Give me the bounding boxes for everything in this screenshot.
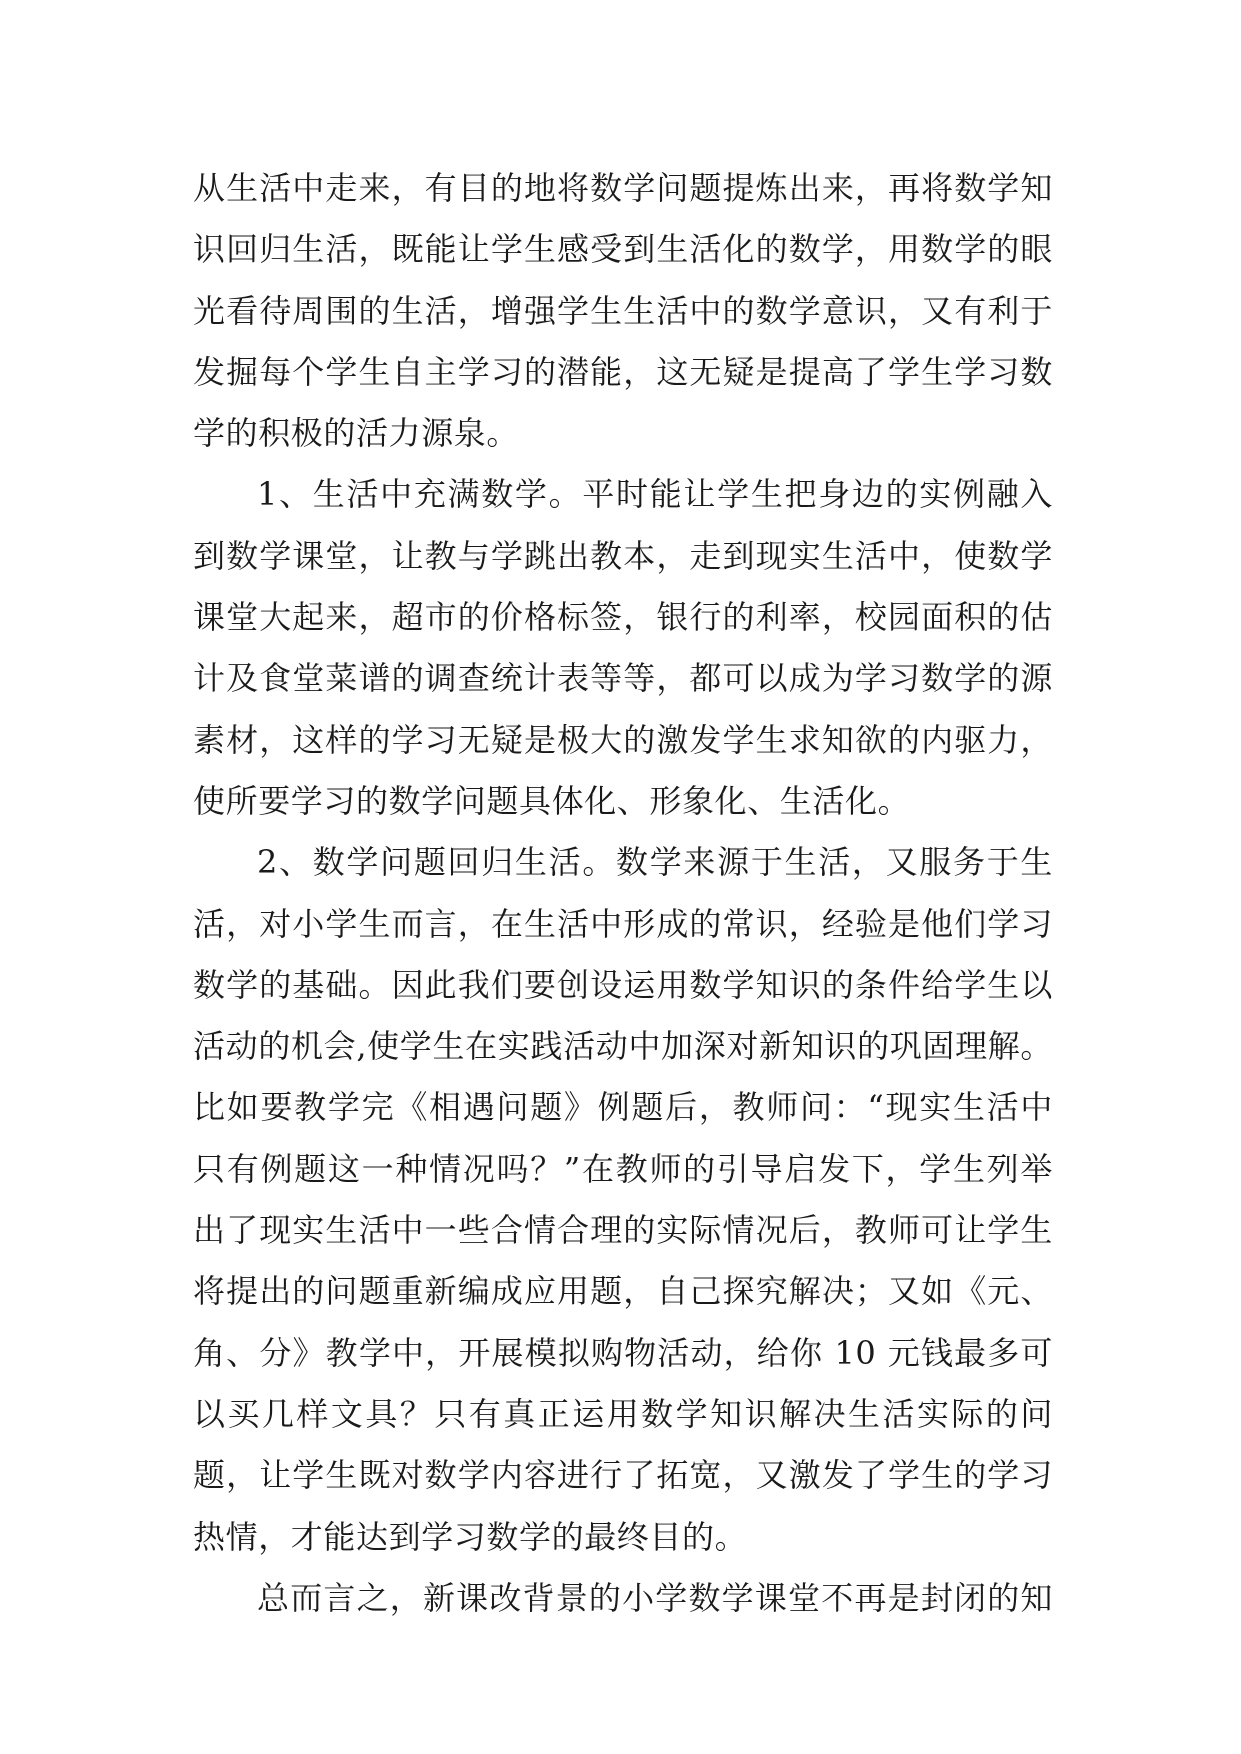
text-line: 总而言之，新课改背景的小学数学课堂不再是封闭的知 [257,1578,1053,1617]
text-line: 从生活中走来，有目的地将数学问题提炼出来，再将数学知 [193,169,1053,207]
text-line: 学的积极的活力源泉。 [193,414,520,453]
body-text [193,158,1053,1629]
text-line: 活动的机会,使学生在实践活动中加深对新知识的巩固理解。 [193,1027,1053,1066]
text-line: 活，对小学生而言，在生活中形成的常识，经验是他们学习 [193,904,1053,943]
text-line: 将提出的问题重新编成应用题，自己探究解决；又如《元、 [193,1272,1053,1311]
text-line: 数学的基础。因此我们要创设运用数学知识的条件给学生以 [193,965,1053,1004]
text-line: 只有例题这一种情况吗？”在教师的引导启发下，学生列举 [193,1149,1053,1188]
text-line: 课堂大起来，超市的价格标签，银行的利率，校园面积的估 [193,598,1053,637]
text-line: 计及食堂菜谱的调查统计表等等，都可以成为学习数学的源 [193,659,1053,698]
text-line: 发掘每个学生自主学习的潜能，这无疑是提高了学生学习数 [193,352,1053,391]
text-line: 角、分》教学中，开展模拟购物活动，给你 10 元钱最多可 [193,1333,1053,1372]
text-line: 比如要教学完《相遇问题》例题后，教师问：“现实生活中 [193,1088,1053,1127]
text-line: 热情，才能达到学习数学的最终目的。 [193,1517,748,1556]
text-line: 题，让学生既对数学内容进行了拓宽，又激发了学生的学习 [193,1456,1053,1495]
text-line: 1、生活中充满数学。平时能让学生把身边的实例融入 [257,475,1053,514]
text-line: 以买几样文具？只有真正运用数学知识解决生活实际的问 [193,1394,1053,1433]
text-line: 识回归生活，既能让学生感受到生活化的数学，用数学的眼 [193,230,1053,269]
text-line: 出了现实生活中一些合情合理的实际情况后，教师可让学生 [193,1211,1053,1250]
text-line: 到数学课堂，让教与学跳出教本，走到现实生活中，使数学 [193,536,1053,575]
text-line: 2、数学问题回归生活。数学来源于生活，又服务于生 [257,843,1053,882]
text-line: 使所要学习的数学问题具体化、形象化、生活化。 [193,781,911,820]
text-line: 素材，这样的学习无疑是极大的激发学生求知欲的内驱力， [193,720,1053,759]
text-line: 光看待周围的生活，增强学生生活中的数学意识，又有利于 [193,291,1053,330]
